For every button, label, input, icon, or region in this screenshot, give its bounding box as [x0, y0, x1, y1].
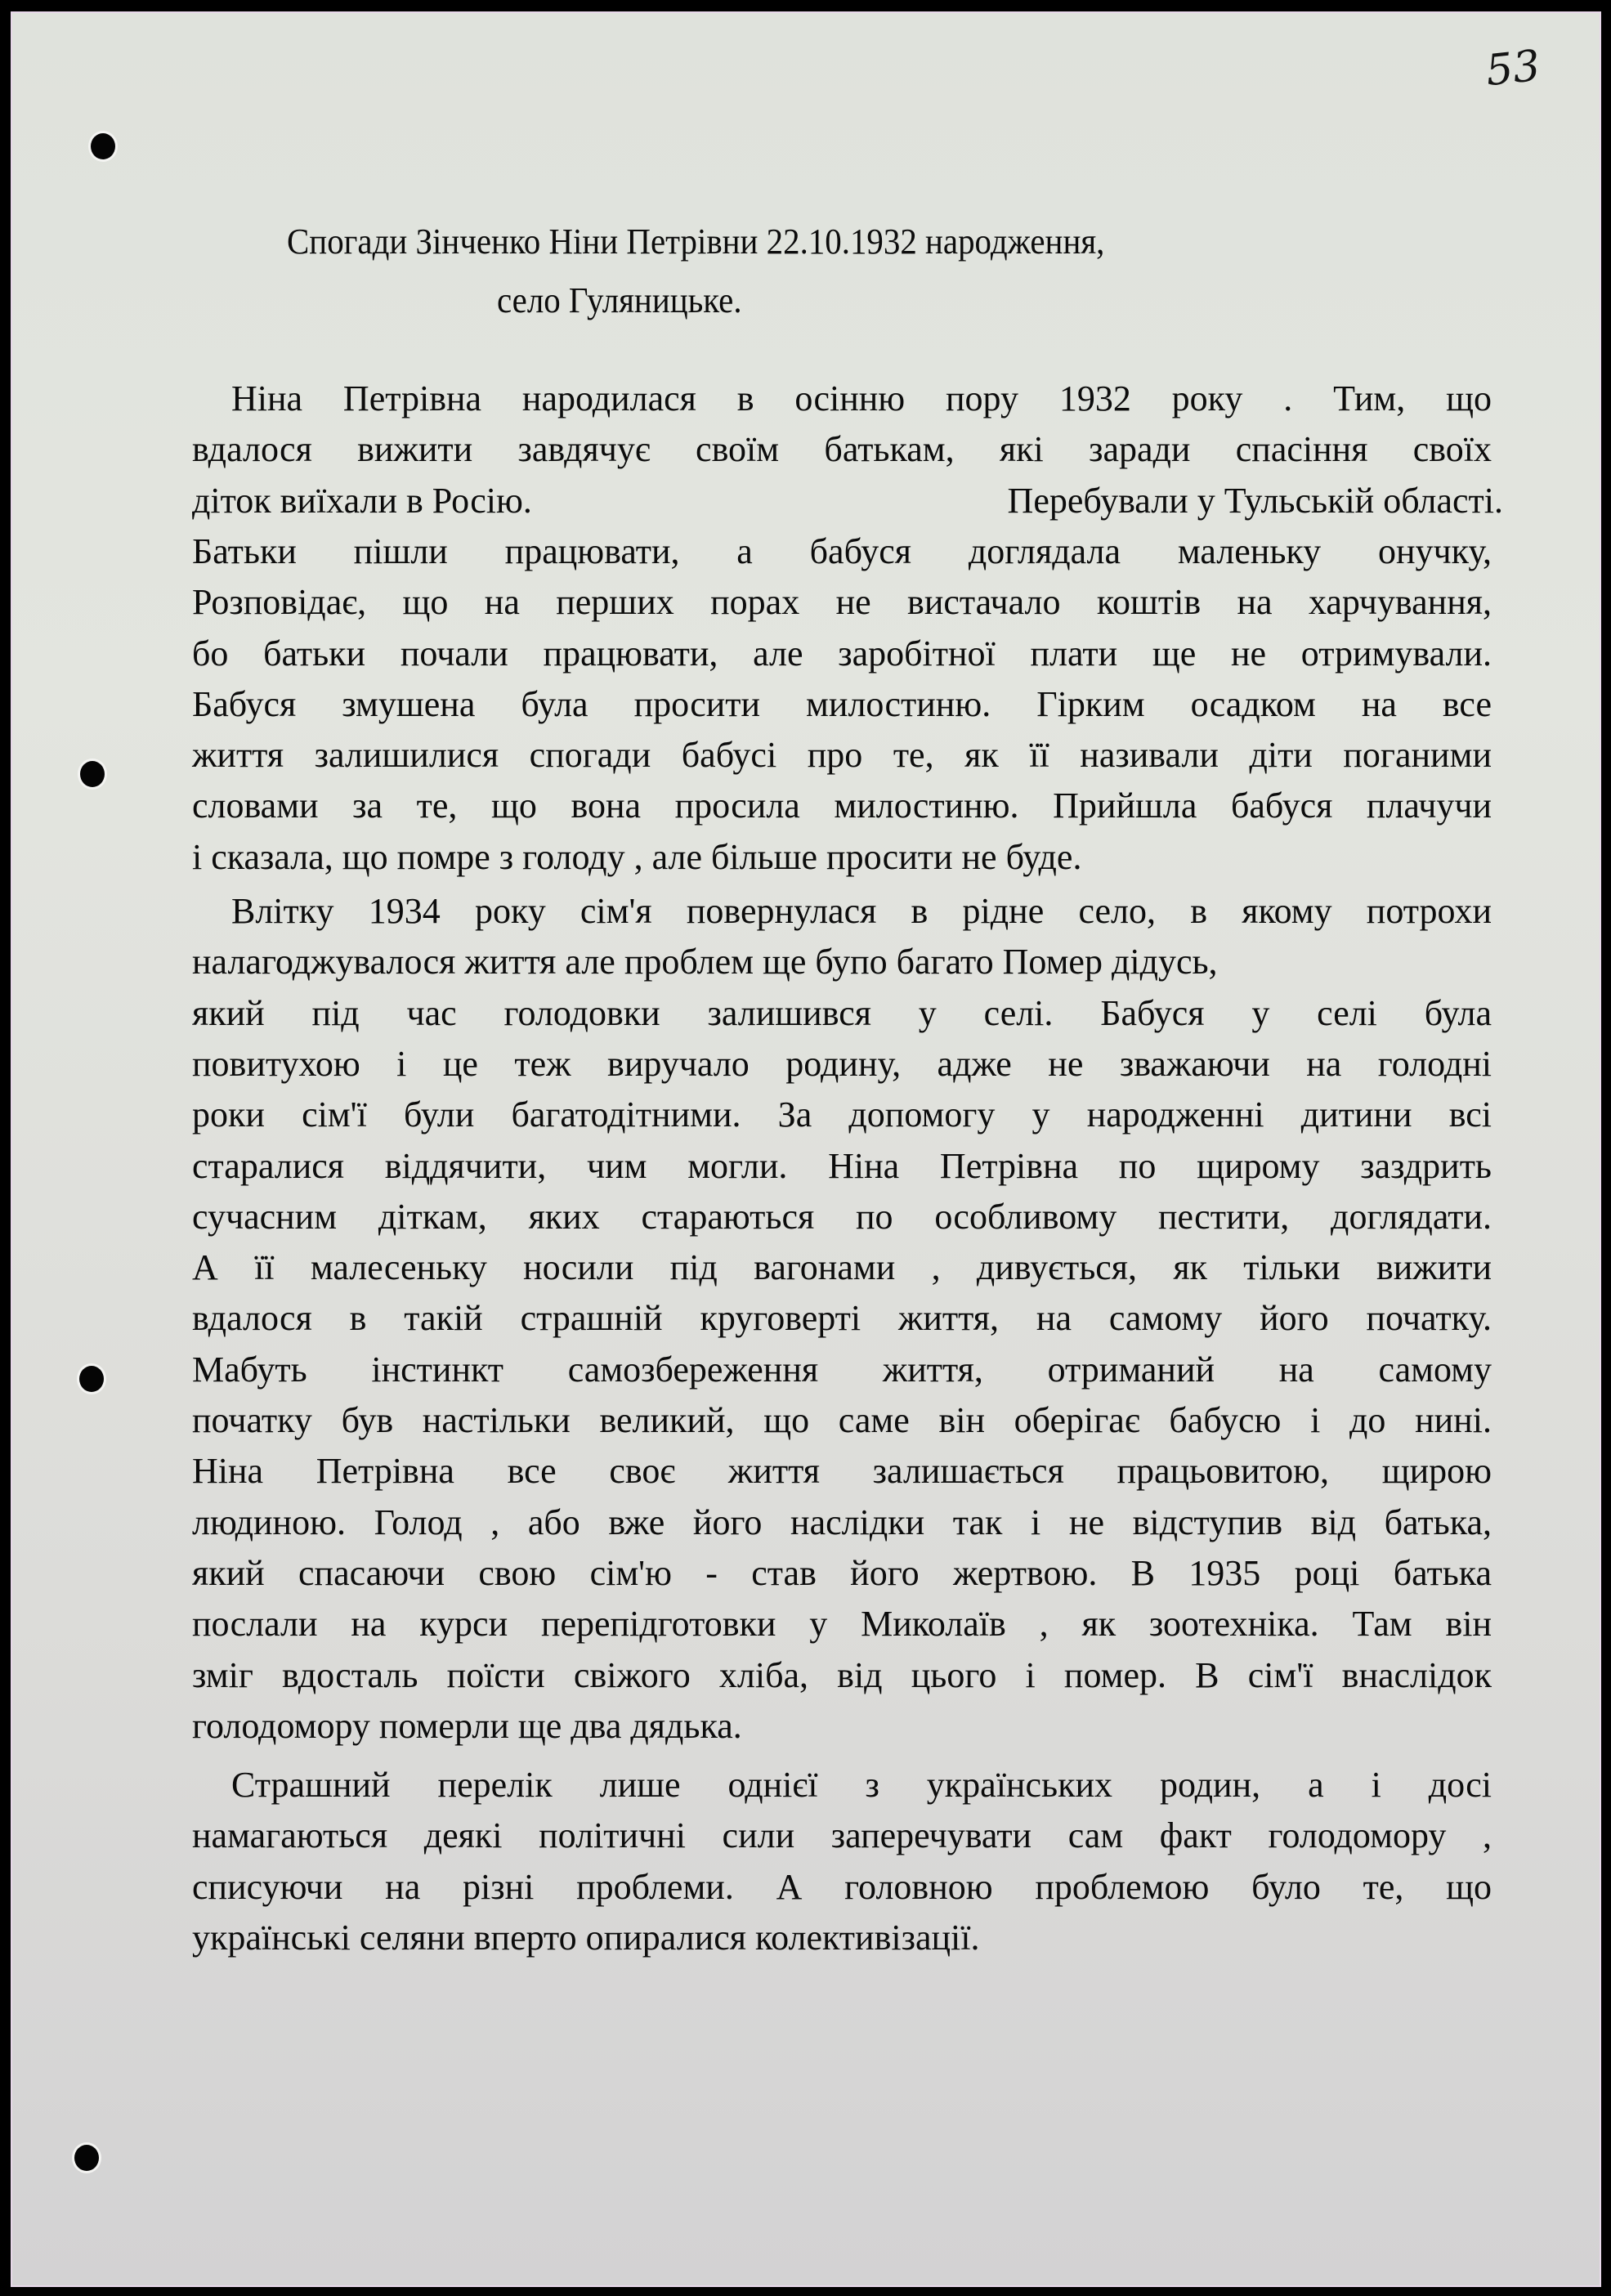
body-text-line [192, 1043, 1492, 1085]
body-text-line [192, 1349, 1492, 1391]
body-text: роки сім'ї були багатодітними. За допомогу у народженні дитини всі [192, 1094, 1492, 1135]
punch-hole [91, 133, 115, 159]
body-text: повитухою і це теж виручало родину, адже не зважаючи на голодні [192, 1043, 1492, 1084]
body-text: Бабуся змушена була просити милостиню. Гірким осадком на все [192, 683, 1492, 724]
body-text: сучасним діткам, яких стараються по особливому пестити, доглядати. [192, 1196, 1492, 1237]
body-text: українські селяни вперто опиралися колективізації. [192, 1918, 980, 1958]
punch-hole [74, 2145, 99, 2171]
body-text: голодомору померли ще два дядька. [192, 1705, 742, 1746]
body-text-line [192, 992, 1492, 1035]
body-text: Мабуть інстинкт самозбереження життя, отриманий на самому [192, 1349, 1492, 1390]
body-text-line [192, 633, 1492, 675]
body-text: Влітку 1934 року сім'я повернулася в рідне село, в якому потрохи [231, 891, 1492, 931]
body-text: вдалося в такій страшній круговерті життя, на самому його початку. [192, 1298, 1492, 1339]
body-text: який спасаючи свою сім'ю - став його жертвою. В 1935 році батька [192, 1552, 1492, 1593]
body-text: старалися віддячити, чим могли. Ніна Петрівна по щирому заздрить [192, 1145, 1492, 1186]
document-page [11, 11, 1601, 2287]
body-text-line [192, 480, 1503, 522]
body-text: який під час голодовки залишився у селі. Бабуся у селі була [192, 992, 1492, 1033]
body-text-line [192, 1502, 1492, 1544]
body-text-line [192, 1450, 1492, 1493]
body-text-line [231, 378, 1492, 420]
body-text-line [192, 1297, 1492, 1340]
body-text-line [231, 890, 1492, 933]
body-text-line [192, 1815, 1492, 1857]
body-text-line [192, 1145, 1492, 1188]
body-text: початку був настільки великий, що саме він оберігає бабусю і до нині. [192, 1400, 1492, 1440]
body-text-line [192, 1399, 1492, 1442]
body-text: налагоджувалося життя але проблем ще бупо багато Помер дідусь, [192, 942, 1218, 982]
body-text-line [192, 1917, 1492, 1959]
body-text-line [192, 785, 1492, 827]
body-text-line [192, 683, 1492, 726]
body-text-line [192, 734, 1492, 777]
body-text: Ніна Петрівна все своє життя залишається працьовитою, щирою [192, 1451, 1492, 1492]
punch-hole [80, 761, 105, 787]
body-text-line [192, 581, 1492, 624]
body-text: послали на курси перепідготовки у Миколаїв , як зоотехніка. Там він [192, 1604, 1492, 1645]
body-text-line [192, 428, 1492, 471]
body-text-line [192, 1246, 1492, 1289]
body-text-line [192, 1552, 1492, 1595]
body-text-line [192, 1705, 1492, 1748]
body-text: А її малесеньку носили під вагонами , дивується, як тільки вижити [192, 1247, 1492, 1288]
body-text: Батьки пішли працювати, а бабуся доглядала маленьку онучку, [192, 530, 1492, 571]
body-text: і сказала, що помре з голоду , але більше просити не буде. [192, 836, 1082, 877]
document-title-line-2: село Гуляницьке. [497, 280, 742, 320]
handwritten-page-number: 53 [1483, 41, 1543, 96]
body-text: діток виїхали в Росію. [192, 480, 532, 521]
body-text-line [192, 941, 1492, 983]
body-text-line [192, 1196, 1492, 1238]
document-title-line-1: Спогади Зінченко Ніни Петрівни 22.10.1932 народження, [287, 222, 1105, 262]
body-text-line [192, 1654, 1492, 1697]
body-text: вдалося вижити завдячує своїм батькам, які заради спасіння своїх [192, 429, 1492, 470]
body-text: Ніна Петрівна народилася в осінню пору 1932 року . Тим, що [231, 378, 1492, 418]
body-text-trailing: Перебували у Тульській області. [1007, 480, 1503, 521]
body-text: Страшний перелік лише однієї з українських родин, а і досі [231, 1765, 1492, 1806]
body-text-line [192, 836, 1492, 879]
body-text: намагаються деякі політичні сили заперечувати сам факт голодомору , [192, 1815, 1492, 1856]
body-text: бо батьки почали працювати, але заробітної плати ще не отримували. [192, 633, 1492, 674]
body-text: Розповідає, що на перших порах не вистачало коштів на харчування, [192, 582, 1492, 623]
body-text-line [192, 1866, 1492, 1909]
body-text: життя залишилися спогади бабусі про те, як її називали діти поганими [192, 735, 1492, 776]
body-text: зміг вдосталь поїсти свіжого хліба, від цього і помер. В сім'ї внаслідок [192, 1654, 1492, 1695]
body-text-line [192, 530, 1492, 573]
body-text-line [231, 1764, 1492, 1806]
body-text: людиною. Голод , або вже його наслідки так і не відступив від батька, [192, 1502, 1492, 1542]
body-text: словами за те, що вона просила милостиню. Прийшла бабуся плачучи [192, 785, 1492, 826]
body-text: списуючи на різні проблеми. А головною проблемою було те, що [192, 1866, 1492, 1907]
body-text-line [192, 1603, 1492, 1645]
punch-hole [79, 1366, 104, 1392]
body-text-line [192, 1094, 1492, 1136]
